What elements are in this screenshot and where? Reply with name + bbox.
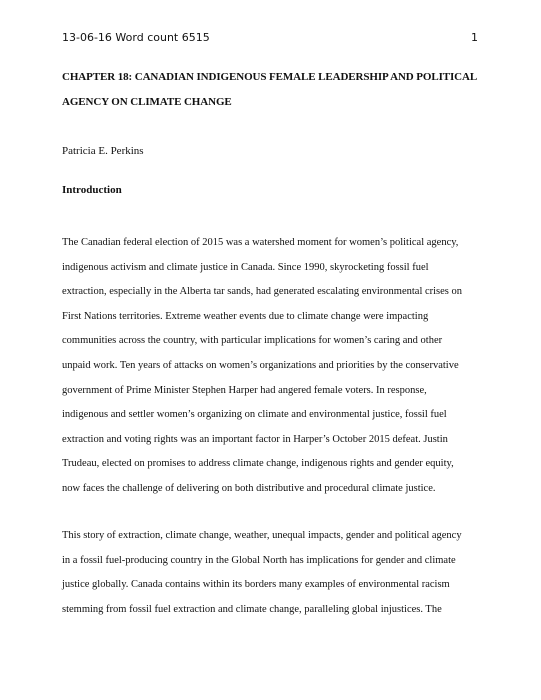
- section-heading: Introduction: [62, 184, 122, 196]
- paragraph-line: extraction, especially in the Alberta tar sands, had generated escalating environmental crises on: [62, 286, 463, 298]
- paragraph-line: indigenous and settler women’s organizing on climate and environmental justice, fossil fuel: [62, 409, 447, 421]
- paragraph-line: indigenous activism and climate justice in Canada. Since 1990, skyrocketing fossil fuel: [62, 261, 429, 273]
- paragraph-line: First Nations territories. Extreme weather events due to climate change were impacting: [62, 310, 429, 322]
- body-paragraph: [62, 524, 482, 622]
- paragraph-line: government of Prime Minister Stephen Harper had angered female voters. In response,: [62, 384, 427, 396]
- paragraph-line: The Canadian federal election of 2015 was a watershed moment for women’s political agency,: [62, 237, 459, 248]
- paragraph-line: in a fossil fuel-producing country in the Global North has implications for gender and climate: [62, 554, 456, 566]
- chapter-title: [62, 65, 482, 115]
- paragraph-line: extraction and voting rights was an important factor in Harper’s October 2015 defeat. Justin: [62, 433, 448, 445]
- paragraph-line: now faces the challenge of delivering on both distributive and procedural climate justice.: [62, 482, 436, 494]
- paragraph-line: This story of extraction, climate change, weather, unequal impacts, gender and political agency: [62, 530, 462, 541]
- chapter-title-line: AGENCY ON CLIMATE CHANGE: [62, 96, 232, 108]
- chapter-title-line: CHAPTER 18: CANADIAN INDIGENOUS FEMALE LEADERSHIP AND POLITICAL: [62, 71, 478, 83]
- paragraph-line: Trudeau, elected on promises to address climate change, indigenous rights and gender equity,: [62, 458, 454, 470]
- author-name: Patricia E. Perkins: [62, 145, 144, 157]
- paragraph-line: justice globally. Canada contains within its borders many examples of environmental racism: [62, 579, 450, 591]
- paragraph-line: unpaid work. Ten years of attacks on women’s organizations and priorities by the conservative: [62, 359, 459, 371]
- body-paragraph: [62, 231, 482, 502]
- paragraph-line: stemming from fossil fuel extraction and climate change, paralleling global injustices. The: [62, 603, 442, 615]
- running-header: 13-06-16 Word count 6515: [62, 31, 210, 44]
- paragraph-line: communities across the country, with particular implications for women’s caring and other: [62, 335, 443, 347]
- page-number: 1: [471, 31, 478, 44]
